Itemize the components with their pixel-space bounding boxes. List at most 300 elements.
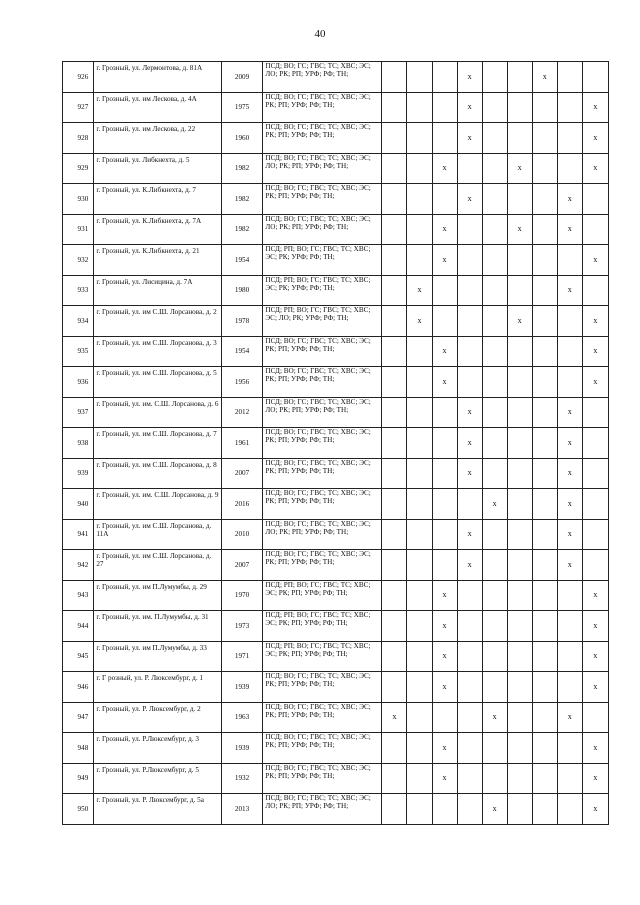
mark-cell: x xyxy=(507,153,532,184)
mark-cell xyxy=(482,184,507,215)
mark-cell xyxy=(432,123,457,154)
mark-cell xyxy=(382,428,407,459)
mark-cell xyxy=(482,519,507,550)
mark-cell xyxy=(507,428,532,459)
mark-cell: x xyxy=(457,397,482,428)
mark-cell xyxy=(482,92,507,123)
address-cell: г. Грозный, ул. Р. Люксембург, д. 2 xyxy=(94,702,221,733)
table-row xyxy=(63,702,609,733)
mark-cell: x xyxy=(557,519,582,550)
year-cell: 1963 xyxy=(221,702,263,733)
mark-cell xyxy=(407,611,432,642)
mark-cell xyxy=(432,519,457,550)
table-row xyxy=(63,184,609,215)
year-cell: 1939 xyxy=(221,672,263,703)
row-number: 932 xyxy=(63,245,94,276)
mark-cell xyxy=(532,123,557,154)
address-cell: г. Грозный, ул. им. С.Ш. Лорсанова, д. 6 xyxy=(94,397,221,428)
systems-cell: ПСД; ВО; ГС; ГВС; ТС; ХВС; ЭС; РК; РП; УРФ; РФ; ТН; xyxy=(263,123,382,154)
systems-cell: ПСД; РП; ВО; ГС; ГВС; ТС; ХВС; ЭС; РК; УРФ; РФ; ТН; xyxy=(263,275,382,306)
mark-cell xyxy=(507,611,532,642)
year-cell: 1973 xyxy=(221,611,263,642)
row-number: 929 xyxy=(63,153,94,184)
year-cell: 1982 xyxy=(221,184,263,215)
mark-cell: x xyxy=(557,458,582,489)
mark-cell xyxy=(507,702,532,733)
mark-cell xyxy=(507,733,532,764)
mark-cell xyxy=(557,306,582,337)
mark-cell xyxy=(382,336,407,367)
mark-cell xyxy=(507,367,532,398)
address-cell: г. Грозный, ул. им С.Ш. Лорсанова, д. 5 xyxy=(94,367,221,398)
row-number: 937 xyxy=(63,397,94,428)
systems-cell: ПСД; ВО; ГС; ГВС; ТС; ХВС; ЭС; ЛО; РК; РП; УРФ; РФ; ТН; xyxy=(263,214,382,245)
mark-cell: x xyxy=(432,153,457,184)
mark-cell xyxy=(582,62,608,93)
mark-cell xyxy=(432,62,457,93)
table-row xyxy=(63,550,609,581)
mark-cell: x xyxy=(382,702,407,733)
mark-cell xyxy=(582,275,608,306)
mark-cell xyxy=(532,702,557,733)
mark-cell xyxy=(557,611,582,642)
mark-cell xyxy=(532,275,557,306)
table-row xyxy=(63,672,609,703)
mark-cell xyxy=(407,245,432,276)
mark-cell: x xyxy=(482,794,507,825)
mark-cell xyxy=(532,763,557,794)
mark-cell xyxy=(457,702,482,733)
systems-cell: ПСД; РП; ВО; ГС; ГВС; ТС; ХВС; ЭС; РК; РП; УРФ; РФ; ТН; xyxy=(263,641,382,672)
mark-cell xyxy=(432,489,457,520)
mark-cell xyxy=(432,275,457,306)
mark-cell xyxy=(407,519,432,550)
mark-cell xyxy=(457,306,482,337)
address-cell: г. Грозный, ул. им С.Ш. Лорсанова, д. 11А xyxy=(94,519,221,550)
systems-cell: ПСД; РП; ВО; ГС; ГВС; ТС; ХВС; ЭС; РК; РП; УРФ; РФ; ТН; xyxy=(263,580,382,611)
mark-cell: x xyxy=(582,580,608,611)
systems-cell: ПСД; ВО; ГС; ГВС; ТС; ХВС; ЭС; ЛО; РК; РП; УРФ; РФ; ТН; xyxy=(263,62,382,93)
address-cell: г. Грозный, ул. им. С.Ш. Лорсанова, д. 9 xyxy=(94,489,221,520)
mark-cell: x xyxy=(582,763,608,794)
mark-cell xyxy=(507,458,532,489)
mark-cell xyxy=(382,611,407,642)
mark-cell xyxy=(382,550,407,581)
mark-cell xyxy=(382,641,407,672)
table-row xyxy=(63,367,609,398)
mark-cell: x xyxy=(432,580,457,611)
mark-cell xyxy=(457,489,482,520)
mark-cell xyxy=(382,519,407,550)
mark-cell xyxy=(407,184,432,215)
mark-cell xyxy=(532,733,557,764)
mark-cell xyxy=(557,62,582,93)
mark-cell xyxy=(407,367,432,398)
row-number: 949 xyxy=(63,763,94,794)
table-row xyxy=(63,580,609,611)
mark-cell xyxy=(407,458,432,489)
mark-cell xyxy=(557,92,582,123)
mark-cell: x xyxy=(432,672,457,703)
mark-cell: x xyxy=(582,306,608,337)
mark-cell: x xyxy=(582,92,608,123)
mark-cell xyxy=(582,428,608,459)
mark-cell xyxy=(507,580,532,611)
mark-cell: x xyxy=(407,275,432,306)
mark-cell xyxy=(482,672,507,703)
systems-cell: ПСД; ВО; ГС; ГВС; ТС; ХВС; ЭС; РК; РП; УРФ; РФ; ТН; xyxy=(263,672,382,703)
mark-cell xyxy=(382,580,407,611)
address-cell: г. Грозный, ул. им Лескова, д. 4А xyxy=(94,92,221,123)
mark-cell xyxy=(507,641,532,672)
mark-cell xyxy=(432,306,457,337)
mark-cell xyxy=(532,580,557,611)
year-cell: 1970 xyxy=(221,580,263,611)
mark-cell: x xyxy=(532,62,557,93)
mark-cell xyxy=(407,672,432,703)
mark-cell xyxy=(457,153,482,184)
table-row xyxy=(63,275,609,306)
mark-cell xyxy=(507,275,532,306)
mark-cell xyxy=(532,641,557,672)
year-cell: 1971 xyxy=(221,641,263,672)
address-cell: г. Грозный, ул. им П.Лумумбы, д. 29 xyxy=(94,580,221,611)
mark-cell xyxy=(532,611,557,642)
mark-cell xyxy=(382,763,407,794)
table-row xyxy=(63,123,609,154)
mark-cell xyxy=(382,153,407,184)
mark-cell: x xyxy=(457,519,482,550)
row-number: 933 xyxy=(63,275,94,306)
mark-cell xyxy=(532,184,557,215)
systems-cell: ПСД; ВО; ГС; ГВС; ТС; ХВС; ЭС; РК; РП; УРФ; РФ; ТН; xyxy=(263,92,382,123)
table-row xyxy=(63,763,609,794)
year-cell: 2012 xyxy=(221,397,263,428)
address-cell: г. Грозный, ул. Р.Люксембург, д. 5 xyxy=(94,763,221,794)
address-cell: г. Грозный, ул. Лисицина, д. 7А xyxy=(94,275,221,306)
mark-cell xyxy=(582,214,608,245)
row-number: 927 xyxy=(63,92,94,123)
systems-cell: ПСД; ВО; ГС; ГВС; ТС; ХВС; ЭС; РК; РП; УРФ; РФ; ТН; xyxy=(263,702,382,733)
table-row xyxy=(63,458,609,489)
mark-cell xyxy=(407,763,432,794)
row-number: 930 xyxy=(63,184,94,215)
mark-cell xyxy=(532,458,557,489)
mark-cell: x xyxy=(557,397,582,428)
mark-cell xyxy=(482,367,507,398)
page-number: 40 xyxy=(314,28,326,40)
row-number: 943 xyxy=(63,580,94,611)
mark-cell xyxy=(482,397,507,428)
row-number: 940 xyxy=(63,489,94,520)
systems-cell: ПСД; РП; ВО; ГС; ГВС; ТС; ХВС; ЭС; ЛО; РК; УРФ; РФ; ТН; xyxy=(263,306,382,337)
address-cell: г. Грозный, ул. Р. Люксембург, д. 5а xyxy=(94,794,221,825)
mark-cell xyxy=(507,245,532,276)
mark-cell xyxy=(457,275,482,306)
table-row xyxy=(63,641,609,672)
mark-cell xyxy=(582,458,608,489)
table-row xyxy=(63,336,609,367)
mark-cell xyxy=(507,794,532,825)
mark-cell xyxy=(482,62,507,93)
row-number: 948 xyxy=(63,733,94,764)
mark-cell xyxy=(432,458,457,489)
year-cell: 1961 xyxy=(221,428,263,459)
systems-cell: ПСД; ВО; ГС; ГВС; ТС; ХВС; ЭС; ЛО; РК; РП; УРФ; РФ; ТН; xyxy=(263,397,382,428)
table-row xyxy=(63,611,609,642)
mark-cell xyxy=(507,489,532,520)
mark-cell xyxy=(482,550,507,581)
mark-cell xyxy=(382,672,407,703)
mark-cell xyxy=(557,367,582,398)
mark-cell xyxy=(382,123,407,154)
mark-cell xyxy=(382,367,407,398)
year-cell: 1978 xyxy=(221,306,263,337)
row-number: 942 xyxy=(63,550,94,581)
mark-cell xyxy=(582,702,608,733)
table-row xyxy=(63,428,609,459)
mark-cell xyxy=(582,184,608,215)
year-cell: 1982 xyxy=(221,153,263,184)
mark-cell: x xyxy=(582,733,608,764)
mark-cell xyxy=(407,641,432,672)
mark-cell xyxy=(407,428,432,459)
mark-cell xyxy=(432,428,457,459)
systems-cell: ПСД; РП; ВО; ГС; ГВС; ТС; ХВС; ЭС; РК; РП; УРФ; РФ; ТН; xyxy=(263,611,382,642)
row-number: 947 xyxy=(63,702,94,733)
mark-cell xyxy=(482,336,507,367)
table-row xyxy=(63,62,609,93)
mark-cell xyxy=(407,489,432,520)
mark-cell xyxy=(557,153,582,184)
mark-cell xyxy=(382,489,407,520)
year-cell: 2007 xyxy=(221,458,263,489)
mark-cell xyxy=(482,428,507,459)
mark-cell: x xyxy=(432,733,457,764)
mark-cell xyxy=(382,62,407,93)
year-cell: 2016 xyxy=(221,489,263,520)
mark-cell xyxy=(482,641,507,672)
mark-cell: x xyxy=(432,763,457,794)
mark-cell xyxy=(457,733,482,764)
systems-cell: ПСД; ВО; ГС; ГВС; ТС; ХВС; ЭС; РК; РП; УРФ; РФ; ТН; xyxy=(263,184,382,215)
address-cell: г. Грозный, ул. им С.Ш. Лорсанова, д. 8 xyxy=(94,458,221,489)
mark-cell: x xyxy=(557,702,582,733)
mark-cell xyxy=(507,519,532,550)
year-cell: 2007 xyxy=(221,550,263,581)
mark-cell: x xyxy=(432,611,457,642)
mark-cell xyxy=(457,611,482,642)
table-body xyxy=(63,62,609,825)
mark-cell: x xyxy=(457,550,482,581)
mark-cell xyxy=(532,245,557,276)
address-cell: г. Грозный, ул. им С.Ш. Лорсанова, д. 2 xyxy=(94,306,221,337)
mark-cell: x xyxy=(557,214,582,245)
mark-cell xyxy=(382,733,407,764)
mark-cell: x xyxy=(507,306,532,337)
mark-cell xyxy=(407,580,432,611)
table-row xyxy=(63,214,609,245)
year-cell: 2013 xyxy=(221,794,263,825)
mark-cell: x xyxy=(457,123,482,154)
mark-cell xyxy=(507,397,532,428)
systems-cell: ПСД; ВО; ГС; ГВС; ТС; ХВС; ЭС; РК; РП; УРФ; РФ; ТН; xyxy=(263,763,382,794)
row-number: 950 xyxy=(63,794,94,825)
mark-cell xyxy=(532,367,557,398)
mark-cell: x xyxy=(457,458,482,489)
mark-cell xyxy=(482,123,507,154)
row-number: 934 xyxy=(63,306,94,337)
mark-cell xyxy=(432,702,457,733)
mark-cell xyxy=(407,214,432,245)
mark-cell: x xyxy=(457,428,482,459)
year-cell: 1956 xyxy=(221,367,263,398)
address-cell: г. Грозный, ул. им С.Ш. Лорсанова, д. 27 xyxy=(94,550,221,581)
mark-cell: x xyxy=(482,702,507,733)
mark-cell xyxy=(407,62,432,93)
mark-cell: x xyxy=(432,641,457,672)
mark-cell xyxy=(482,458,507,489)
mark-cell xyxy=(532,672,557,703)
mark-cell xyxy=(507,92,532,123)
mark-cell xyxy=(482,580,507,611)
mark-cell xyxy=(582,550,608,581)
mark-cell: x xyxy=(457,92,482,123)
mark-cell: x xyxy=(457,62,482,93)
mark-cell xyxy=(507,550,532,581)
mark-cell xyxy=(482,763,507,794)
mark-cell xyxy=(407,733,432,764)
mark-cell xyxy=(382,794,407,825)
mark-cell xyxy=(532,428,557,459)
year-cell: 2009 xyxy=(221,62,263,93)
mark-cell: x xyxy=(582,123,608,154)
mark-cell: x xyxy=(582,672,608,703)
systems-cell: ПСД; ВО; ГС; ГВС; ТС; ХВС; ЭС; РК; РП; УРФ; РФ; ТН; xyxy=(263,458,382,489)
mark-cell xyxy=(457,367,482,398)
systems-cell: ПСД; ВО; ГС; ГВС; ТС; ХВС; ЭС; РК; РП; УРФ; РФ; ТН; xyxy=(263,336,382,367)
mark-cell xyxy=(407,336,432,367)
mark-cell xyxy=(432,184,457,215)
mark-cell xyxy=(382,92,407,123)
address-cell: г. Грозный, ул. К.Либкнехта, д. 7 xyxy=(94,184,221,215)
mark-cell xyxy=(482,275,507,306)
address-cell: г. Грозный, ул. Р.Люксембург, д. 3 xyxy=(94,733,221,764)
address-cell: г. Грозный, ул. им С.Ш. Лорсанова, д. 3 xyxy=(94,336,221,367)
mark-cell: x xyxy=(557,489,582,520)
mark-cell: x xyxy=(582,794,608,825)
table-row xyxy=(63,92,609,123)
table-row xyxy=(63,489,609,520)
mark-cell: x xyxy=(407,306,432,337)
mark-cell xyxy=(532,519,557,550)
row-number: 928 xyxy=(63,123,94,154)
mark-cell xyxy=(582,397,608,428)
systems-cell: ПСД; ВО; ГС; ГВС; ТС; ХВС; ЭС; ЛО; РК; РП; УРФ; РФ; ТН; xyxy=(263,153,382,184)
mark-cell xyxy=(382,458,407,489)
mark-cell xyxy=(532,306,557,337)
systems-cell: ПСД; ВО; ГС; ГВС; ТС; ХВС; ЭС; РК; РП; УРФ; РФ; ТН; xyxy=(263,733,382,764)
row-number: 938 xyxy=(63,428,94,459)
mark-cell xyxy=(482,245,507,276)
mark-cell xyxy=(382,397,407,428)
table-row xyxy=(63,153,609,184)
systems-cell: ПСД; ВО; ГС; ГВС; ТС; ХВС; ЭС; РК; РП; УРФ; РФ; ТН; xyxy=(263,489,382,520)
mark-cell: x xyxy=(432,245,457,276)
mark-cell: x xyxy=(557,275,582,306)
row-number: 944 xyxy=(63,611,94,642)
address-cell: г. Грозный, ул. им С.Ш. Лорсанова, д. 7 xyxy=(94,428,221,459)
mark-cell xyxy=(407,702,432,733)
mark-cell xyxy=(582,489,608,520)
address-cell: г. Грозный, ул. К.Либкнехта, д. 21 xyxy=(94,245,221,276)
mark-cell xyxy=(407,397,432,428)
mark-cell: x xyxy=(482,489,507,520)
mark-cell xyxy=(432,794,457,825)
mark-cell xyxy=(507,62,532,93)
year-cell: 1980 xyxy=(221,275,263,306)
systems-cell: ПСД; ВО; ГС; ГВС; ТС; ХВС; ЭС; РК; РП; УРФ; РФ; ТН; xyxy=(263,550,382,581)
mark-cell xyxy=(532,550,557,581)
mark-cell: x xyxy=(432,214,457,245)
address-cell: г. Г розный, ул. Р. Люксембург, д. 1 xyxy=(94,672,221,703)
table-row xyxy=(63,733,609,764)
mark-cell: x xyxy=(457,184,482,215)
mark-cell xyxy=(482,214,507,245)
mark-cell xyxy=(507,123,532,154)
mark-cell xyxy=(382,214,407,245)
mark-cell: x xyxy=(507,214,532,245)
year-cell: 2010 xyxy=(221,519,263,550)
table-row xyxy=(63,245,609,276)
address-cell: г. Грозный, ул. им Лескова, д. 22 xyxy=(94,123,221,154)
systems-cell: ПСД; ВО; ГС; ГВС; ТС; ХВС; ЭС; РК; РП; УРФ; РФ; ТН; xyxy=(263,428,382,459)
year-cell: 1975 xyxy=(221,92,263,123)
mark-cell: x xyxy=(557,428,582,459)
year-cell: 1954 xyxy=(221,245,263,276)
mark-cell: x xyxy=(432,367,457,398)
mark-cell xyxy=(557,641,582,672)
mark-cell xyxy=(507,763,532,794)
mark-cell xyxy=(407,550,432,581)
mark-cell xyxy=(407,92,432,123)
mark-cell xyxy=(557,763,582,794)
mark-cell: x xyxy=(582,641,608,672)
mark-cell xyxy=(557,580,582,611)
mark-cell xyxy=(532,153,557,184)
mark-cell xyxy=(507,184,532,215)
systems-cell: ПСД; ВО; ГС; ГВС; ТС; ХВС; ЭС; ЛО; РК; РП; УРФ; РФ; ТН; xyxy=(263,794,382,825)
mark-cell xyxy=(532,336,557,367)
mark-cell xyxy=(457,336,482,367)
mark-cell: x xyxy=(582,611,608,642)
mark-cell: x xyxy=(557,184,582,215)
row-number: 931 xyxy=(63,214,94,245)
year-cell: 1960 xyxy=(221,123,263,154)
row-number: 926 xyxy=(63,62,94,93)
mark-cell xyxy=(432,550,457,581)
mark-cell xyxy=(457,794,482,825)
table-row xyxy=(63,519,609,550)
year-cell: 1939 xyxy=(221,733,263,764)
year-cell: 1954 xyxy=(221,336,263,367)
systems-cell: ПСД; РП; ВО; ГС; ГВС; ТС; ХВС; ЭС; РК; УРФ; РФ; ТН; xyxy=(263,245,382,276)
mark-cell: x xyxy=(582,153,608,184)
mark-cell: x xyxy=(557,550,582,581)
mark-cell: x xyxy=(582,367,608,398)
table-row xyxy=(63,306,609,337)
mark-cell xyxy=(382,184,407,215)
